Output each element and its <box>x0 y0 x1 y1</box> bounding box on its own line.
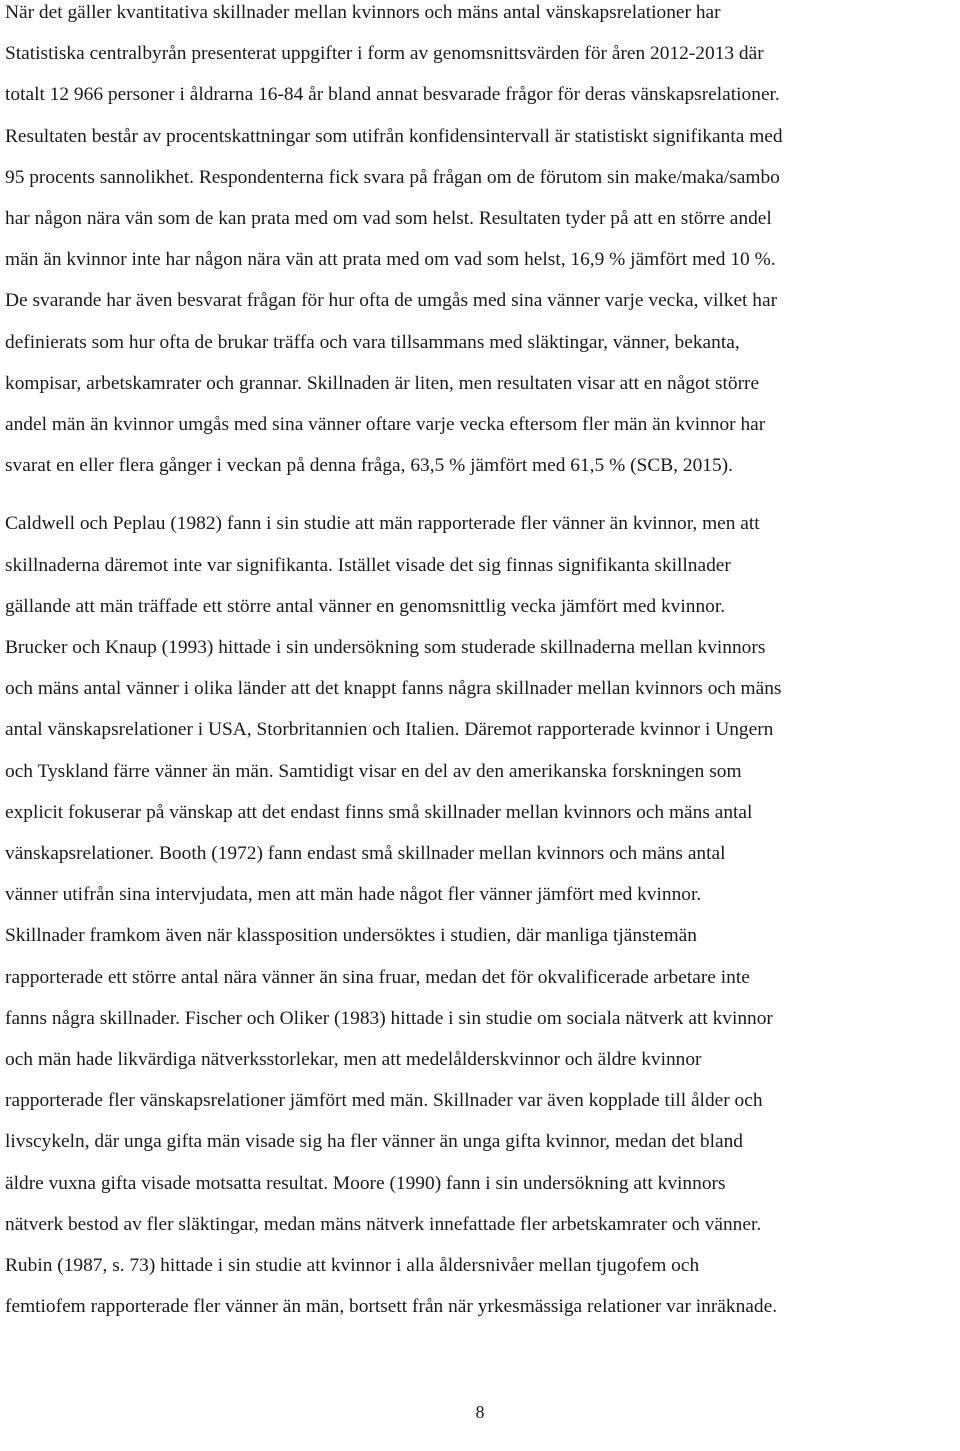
paragraph-scb-statistics <box>5 0 957 486</box>
text-line: Skillnader framkom även när klassposition undersöktes i studien, där manliga tjänstemän <box>5 925 697 947</box>
text-line: och mäns antal vänner i olika länder att det knappt fanns några skillnader mellan kvinnors och mäns <box>5 678 782 700</box>
text-line: vänskapsrelationer. Booth (1972) fann endast små skillnader mellan kvinnors och mäns antal <box>5 843 726 865</box>
text-line: femtiofem rapporterade fler vänner än män, bortsett från när yrkesmässiga relationer var inräknade. <box>5 1296 778 1318</box>
text-line: Resultaten består av procentskattningar som utifrån konfidensintervall är statistiskt signifikanta med <box>5 125 783 147</box>
text-line: Caldwell och Peplau (1982) fann i sin studie att män rapporterade fler vänner än kvinnor, men att <box>5 513 760 535</box>
text-line: När det gäller kvantitativa skillnader mellan kvinnors och mäns antal vänskapsrelationer har <box>5 2 721 23</box>
text-line: äldre vuxna gifta visade motsatta resultat. Moore (1990) fann i sin undersökning att kvinnors <box>5 1172 726 1194</box>
text-line: definierats som hur ofta de brukar träffa och vara tillsammans med släktingar, vänner, bekanta, <box>5 331 740 353</box>
text-line: män än kvinnor inte har någon nära vän att prata med om vad som helst, 16,9 % jämfört med 10 %. <box>5 249 776 271</box>
text-line: 95 procents sannolikhet. Respondenterna fick svara på frågan om de förutom sin make/maka/sambo <box>5 166 780 188</box>
paragraph-research-review <box>5 503 957 1327</box>
text-line: Brucker och Knaup (1993) hittade i sin undersökning som studerade skillnaderna mellan kvinnors <box>5 637 766 659</box>
text-line: kompisar, arbetskamrater och grannar. Skillnaden är liten, men resultaten visar att en något större <box>5 372 760 394</box>
text-line: vänner utifrån sina intervjudata, men att män hade något fler vänner jämfört med kvinnor. <box>5 884 702 906</box>
text-line: gällande att män träffade ett större antal vänner en genomsnittlig vecka jämfört med kvinnor. <box>5 595 726 617</box>
text-line: rapporterade ett större antal nära vänner än sina fruar, medan det för okvalificerade arbetare inte <box>5 966 750 988</box>
text-line: och män hade likvärdiga nätverksstorlekar, men att medelålderskvinnor och äldre kvinnor <box>5 1049 702 1071</box>
document-page <box>5 0 957 1328</box>
text-line: explicit fokuserar på vänskap att det endast finns små skillnader mellan kvinnors och mäns antal <box>5 801 753 823</box>
text-line: rapporterade fler vänskapsrelationer jämfört med män. Skillnader var även kopplade till ålder och <box>5 1090 763 1112</box>
text-line: har någon nära vän som de kan prata med om vad som helst. Resultaten tyder på att en större andel <box>5 208 772 230</box>
text-line: fanns några skillnader. Fischer och Oliker (1983) hittade i sin studie om sociala nätverk att kvinnor <box>5 1007 773 1029</box>
text-line: svarat en eller flera gånger i veckan på denna fråga, 63,5 % jämfört med 61,5 % (SCB, 2015). <box>5 455 733 477</box>
text-line: skillnaderna däremot inte var signifikanta. Istället visade det sig finnas signifikanta skillnader <box>5 554 731 576</box>
page-number: 8 <box>475 1402 485 1422</box>
text-line: Statistiska centralbyrån presenterat uppgifter i form av genomsnittsvärden för åren 2012-2013 där <box>5 43 764 65</box>
text-line: De svarande har även besvarat frågan för hur ofta de umgås med sina vänner varje vecka, vilket har <box>5 290 778 312</box>
text-line: andel män än kvinnor umgås med sina vänner oftare varje vecka eftersom fler män än kvinnor har <box>5 414 766 436</box>
text-line: Rubin (1987, s. 73) hittade i sin studie att kvinnor i alla åldersnivåer mellan tjugofem och <box>5 1255 700 1277</box>
text-line: antal vänskapsrelationer i USA, Storbritannien och Italien. Däremot rapporterade kvinnor i Ungern <box>5 719 774 741</box>
text-line: nätverk bestod av fler släktingar, medan mäns nätverk innefattade fler arbetskamrater och vänner. <box>5 1213 762 1235</box>
text-line: livscykeln, där unga gifta män visade sig ha fler vänner än unga gifta kvinnor, medan det bland <box>5 1131 743 1153</box>
text-line: totalt 12 966 personer i åldrarna 16-84 år bland annat besvarade frågor för deras vänskapsrelationer. <box>5 84 780 106</box>
text-line: och Tyskland färre vänner än män. Samtidigt visar en del av den amerikanska forskningen som <box>5 760 742 782</box>
